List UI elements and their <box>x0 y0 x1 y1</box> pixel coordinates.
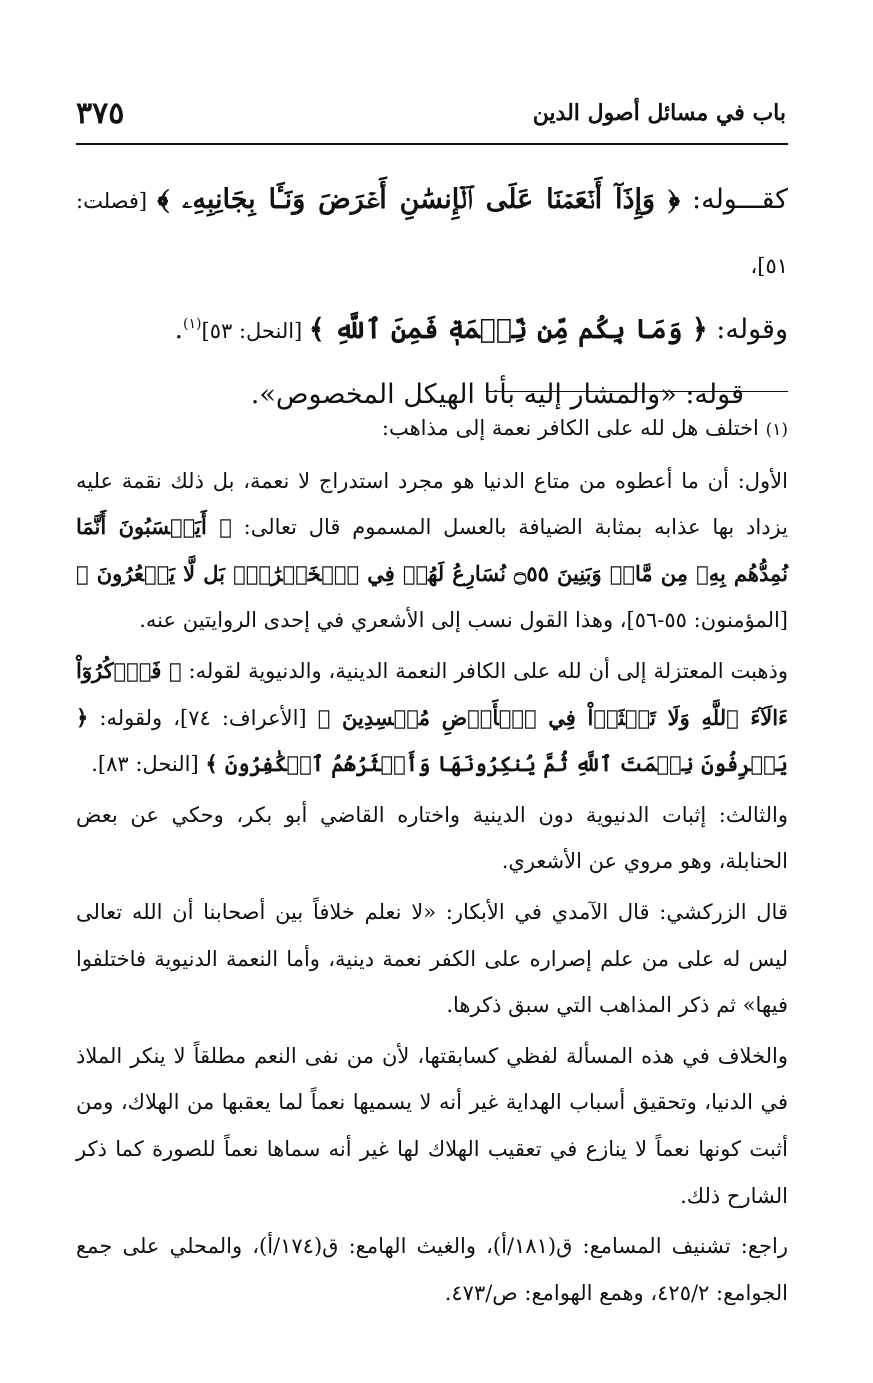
footnote-paragraph-6: راجع: تشنيف المسامع: ق(١٨١/أ)، والغيث الهامع: ق(١٧٤/أ)، والمحلي على جمع الجوامع: ٤٢٥/٢، وهمع الهوامع: ص/٤٧٣. <box>76 1234 789 1305</box>
verse-reference: [النحل: ٥٣] <box>201 319 309 343</box>
line3-lead: قوله: <box>676 379 744 410</box>
footnote-text: [المؤمنون: ٥٥-٥٦]، وهذا القول نسب إلى الأشعري في إحدى الروايتين عنه. <box>139 608 788 633</box>
quran-verse: ﴿ فَٱذۡكُرُوٓاْ ءَالَآءَ ٱللَّهِ وَلَا تَعۡثَوۡاْ فِي ٱلۡأَرۡضِ مُفۡسِدِينَ ﴾ <box>76 657 788 730</box>
footnotes <box>76 405 788 1320</box>
quoted-text: «والمشار إليه بأنا الهيكل المخصوص». <box>250 379 677 410</box>
footnote-paragraph-2 <box>76 648 788 788</box>
main-text <box>76 168 788 427</box>
footnote-separator <box>486 391 788 392</box>
quran-verse: ﴿ أَيَحۡسَبُونَ أَنَّمَا نُمِدُّهُم بِهِۦ مِن مَّالٖ وَبَنِينَ ۝٥٥ نُسَارِعُ لَهُمۡ فِي ٱلۡخَيۡرَٰتِۚ بَل لَّا يَشۡعُرُونَ ﴾ <box>76 514 788 586</box>
footnote-text: وذهبت المعتزلة إلى أن لله على الكافر النعمة الدينية، والدنيوية لقوله: <box>181 658 788 683</box>
line2-lead: وقوله: <box>707 314 788 345</box>
main-line-1 <box>76 168 788 298</box>
quran-verse: ﴿ يَعۡرِفُونَ نِعۡمَتَ ٱللَّهِ ثُمَّ يُنكِرُونَهَا وَأَكۡثَرُهُمُ ٱلۡكَٰفِرُونَ ﴾ <box>76 704 788 777</box>
page-header <box>76 96 786 136</box>
footnote-paragraph-1 <box>76 458 788 644</box>
footnote-1-intro <box>76 405 788 454</box>
running-title: باب في مسائل أصول الدين <box>532 100 786 126</box>
footnote-paragraph-3: والثالث: إثبات الدنيوية دون الدينية واختاره القاضي أبو بكر، وحكي عن بعض الحنابلة، وهو مروي عن الأشعري. <box>76 802 788 874</box>
footnote-intro-text: اختلف هل لله على الكافر نعمة إلى مذاهب: <box>381 416 766 440</box>
line2-end: . <box>174 314 184 345</box>
verse-reference: [فصلت: ٥١]، <box>76 189 788 278</box>
main-line-2 <box>76 298 788 363</box>
page-number: ٣٧٥ <box>76 96 125 131</box>
footnote-text: الأول: أن ما أعطوه من متاع الدنيا هو مجرد استدراج لا نعمة، بل ذلك نقمة عليه يزداد بها عذابه بمثابة الضيافة بالعسل المسموم قال تعالى: <box>76 468 788 540</box>
footnote-text: [النحل: ٨٣]. <box>91 752 206 777</box>
footnote-paragraph-4: قال الزركشي: قال الآمدي في الأبكار: «لا نعلم خلافاً بين أصحابنا أن الله تعالى ليس له على من علم إصراره على الكفر نعمة دينية، وأما النعمة الدنيوية فاختلفوا فيها» ثم ذكر المذاهب التي سبق ذكرها. <box>76 899 788 1018</box>
footnote-text: [الأعراف: ٧٤]، ولقوله: <box>88 705 318 730</box>
footnote-paragraph-5: والخلاف في هذه المسألة لفظي كسابقتها، لأن من نفى النعم مطلقاً لا ينكر الملاذ في الدنيا، وتحقيق أسباب الهداية غير أنه لا يسميها نعماً لما يعقبها من الهلاك، ومن أثبت كونها نعماً لا ينازع في تعقيب الهلاك لها غير أنه سماها نعماً للصورة كما ذكر الشارح ذلك. <box>76 1043 788 1208</box>
footnote-marker: (١) <box>765 420 788 440</box>
line1-lead: كقـــوله: <box>679 184 788 215</box>
header-rule <box>76 143 788 145</box>
footnote-reference: (١) <box>183 316 202 332</box>
quran-verse: ﴿ وَإِذَآ أَنۡعَمۡنَا عَلَى ٱلۡإِنسَٰنِ أَعۡرَضَ وَنَـَٔا بِجَانِبِهِۦ ﴾ <box>157 184 680 215</box>
quran-verse: ﴿ وَمَا بِكُم مِّن نِّعۡمَةٖ فَمِنَ ٱللَّهِ ﴾ <box>308 314 708 345</box>
